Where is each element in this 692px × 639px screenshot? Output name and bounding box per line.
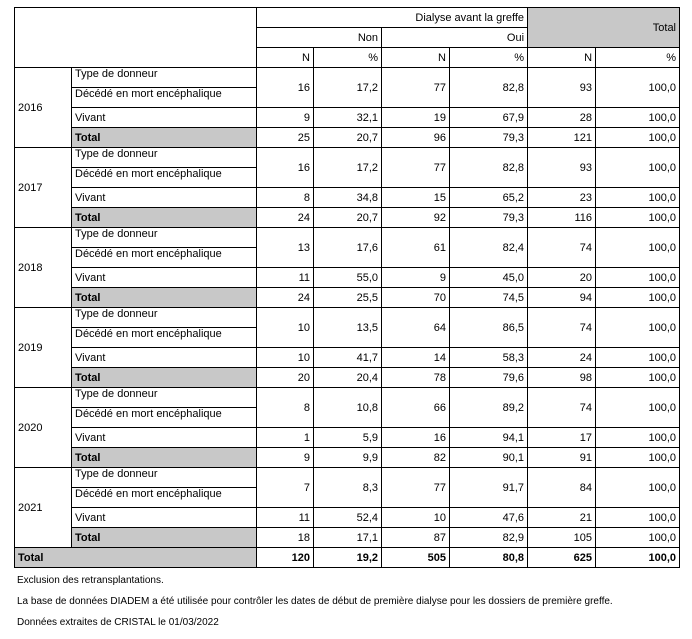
total-oui-n: 78 xyxy=(382,368,450,388)
living-non-pct: 55,0 xyxy=(314,268,382,288)
total-non-pct: 20,7 xyxy=(314,128,382,148)
total-non-n: 25 xyxy=(257,128,314,148)
deceased-tot-n: 93 xyxy=(528,148,596,188)
living-non-n: 11 xyxy=(257,508,314,528)
row-label-total: Total xyxy=(72,128,257,148)
row-label-total: Total xyxy=(72,528,257,548)
deceased-tot-pct: 100,0 xyxy=(596,468,680,508)
row-living xyxy=(15,268,680,288)
dialysis-before-graft-table xyxy=(14,7,680,568)
living-oui-pct: 47,6 xyxy=(450,508,528,528)
living-oui-pct: 65,2 xyxy=(450,188,528,208)
deceased-oui-n: 64 xyxy=(382,308,450,348)
total-oui-pct: 90,1 xyxy=(450,448,528,468)
living-tot-pct: 100,0 xyxy=(596,508,680,528)
footnote-exclusion: Exclusion des retransplantations. xyxy=(17,575,164,586)
living-tot-n: 20 xyxy=(528,268,596,288)
year-label: 2020 xyxy=(15,388,72,468)
header-pct: % xyxy=(596,48,680,68)
row-type-header xyxy=(15,468,680,488)
deceased-oui-n: 61 xyxy=(382,228,450,268)
header-pct: % xyxy=(450,48,528,68)
row-label-living: Vivant xyxy=(72,188,257,208)
living-non-n: 10 xyxy=(257,348,314,368)
total-oui-n: 87 xyxy=(382,528,450,548)
grand-total-oui-pct: 80,8 xyxy=(450,548,528,568)
row-label-total: Total xyxy=(72,448,257,468)
living-tot-pct: 100,0 xyxy=(596,108,680,128)
year-label: 2021 xyxy=(15,468,72,548)
deceased-tot-n: 74 xyxy=(528,388,596,428)
row-label-donor-type: Type de donneur xyxy=(72,388,257,408)
row-year-total xyxy=(15,288,680,308)
living-non-pct: 41,7 xyxy=(314,348,382,368)
row-type-header xyxy=(15,148,680,168)
living-oui-n: 9 xyxy=(382,268,450,288)
total-oui-pct: 79,3 xyxy=(450,208,528,228)
living-oui-n: 15 xyxy=(382,188,450,208)
row-year-total xyxy=(15,448,680,468)
row-label-donor-type: Type de donneur xyxy=(72,468,257,488)
total-oui-pct: 79,3 xyxy=(450,128,528,148)
row-label-donor-type: Type de donneur xyxy=(72,148,257,168)
grand-total-label: Total xyxy=(15,548,257,568)
total-tot-pct: 100,0 xyxy=(596,528,680,548)
total-non-pct: 9,9 xyxy=(314,448,382,468)
deceased-non-n: 10 xyxy=(257,308,314,348)
total-non-n: 24 xyxy=(257,288,314,308)
row-living xyxy=(15,508,680,528)
living-oui-n: 10 xyxy=(382,508,450,528)
deceased-non-pct: 17,6 xyxy=(314,228,382,268)
total-oui-n: 82 xyxy=(382,448,450,468)
row-label-total: Total xyxy=(72,208,257,228)
living-tot-pct: 100,0 xyxy=(596,188,680,208)
header-oui: Oui xyxy=(382,28,528,48)
total-tot-pct: 100,0 xyxy=(596,448,680,468)
total-oui-pct: 74,5 xyxy=(450,288,528,308)
deceased-non-pct: 17,2 xyxy=(314,148,382,188)
living-non-n: 9 xyxy=(257,108,314,128)
grand-total-non-pct: 19,2 xyxy=(314,548,382,568)
total-non-pct: 25,5 xyxy=(314,288,382,308)
living-oui-pct: 94,1 xyxy=(450,428,528,448)
deceased-non-n: 8 xyxy=(257,388,314,428)
total-tot-pct: 100,0 xyxy=(596,128,680,148)
grand-total-non-n: 120 xyxy=(257,548,314,568)
row-living xyxy=(15,348,680,368)
total-non-pct: 20,4 xyxy=(314,368,382,388)
row-year-total xyxy=(15,368,680,388)
total-tot-n: 116 xyxy=(528,208,596,228)
grand-total-tot-n: 625 xyxy=(528,548,596,568)
living-tot-pct: 100,0 xyxy=(596,348,680,368)
year-label: 2016 xyxy=(15,68,72,148)
row-year-total xyxy=(15,528,680,548)
row-living xyxy=(15,428,680,448)
living-tot-n: 21 xyxy=(528,508,596,528)
grand-total-oui-n: 505 xyxy=(382,548,450,568)
row-label-living: Vivant xyxy=(72,108,257,128)
row-label-total: Total xyxy=(72,368,257,388)
deceased-oui-pct: 82,8 xyxy=(450,68,528,108)
living-non-pct: 32,1 xyxy=(314,108,382,128)
footnote-diadem: La base de données DIADEM a été utilisée pour contrôler les dates de début de première dialyse pour les dossiers de première greffe. xyxy=(17,596,613,607)
total-non-pct: 17,1 xyxy=(314,528,382,548)
row-year-total xyxy=(15,208,680,228)
row-label-living: Vivant xyxy=(72,428,257,448)
row-label-deceased: Décédé en mort encéphalique xyxy=(72,488,257,508)
deceased-tot-n: 84 xyxy=(528,468,596,508)
deceased-tot-pct: 100,0 xyxy=(596,148,680,188)
row-label-living: Vivant xyxy=(72,348,257,368)
year-label: 2019 xyxy=(15,308,72,388)
living-tot-pct: 100,0 xyxy=(596,268,680,288)
row-label-living: Vivant xyxy=(72,508,257,528)
total-oui-pct: 79,6 xyxy=(450,368,528,388)
header-n: N xyxy=(257,48,314,68)
year-label: 2018 xyxy=(15,228,72,308)
total-non-n: 24 xyxy=(257,208,314,228)
total-tot-pct: 100,0 xyxy=(596,368,680,388)
living-oui-n: 14 xyxy=(382,348,450,368)
total-tot-n: 91 xyxy=(528,448,596,468)
header-non: Non xyxy=(257,28,382,48)
row-living xyxy=(15,188,680,208)
deceased-non-n: 7 xyxy=(257,468,314,508)
grand-total-tot-pct: 100,0 xyxy=(596,548,680,568)
living-tot-pct: 100,0 xyxy=(596,428,680,448)
table-body xyxy=(15,68,680,548)
deceased-non-pct: 17,2 xyxy=(314,68,382,108)
row-type-header xyxy=(15,308,680,328)
row-label-donor-type: Type de donneur xyxy=(72,68,257,88)
deceased-non-n: 16 xyxy=(257,68,314,108)
deceased-oui-pct: 89,2 xyxy=(450,388,528,428)
total-tot-n: 94 xyxy=(528,288,596,308)
total-oui-n: 96 xyxy=(382,128,450,148)
living-non-n: 11 xyxy=(257,268,314,288)
deceased-non-pct: 10,8 xyxy=(314,388,382,428)
deceased-oui-pct: 82,8 xyxy=(450,148,528,188)
living-oui-n: 16 xyxy=(382,428,450,448)
total-oui-n: 70 xyxy=(382,288,450,308)
total-non-n: 9 xyxy=(257,448,314,468)
deceased-tot-n: 74 xyxy=(528,308,596,348)
living-non-pct: 5,9 xyxy=(314,428,382,448)
living-non-pct: 34,8 xyxy=(314,188,382,208)
deceased-oui-pct: 82,4 xyxy=(450,228,528,268)
total-non-n: 18 xyxy=(257,528,314,548)
row-label-deceased: Décédé en mort encéphalique xyxy=(72,328,257,348)
deceased-tot-n: 93 xyxy=(528,68,596,108)
total-tot-n: 98 xyxy=(528,368,596,388)
row-label-deceased: Décédé en mort encéphalique xyxy=(72,168,257,188)
row-label-total: Total xyxy=(72,288,257,308)
total-tot-pct: 100,0 xyxy=(596,208,680,228)
deceased-oui-pct: 91,7 xyxy=(450,468,528,508)
total-oui-pct: 82,9 xyxy=(450,528,528,548)
grand-total-row xyxy=(15,548,680,568)
header-total: Total xyxy=(528,8,680,48)
row-label-donor-type: Type de donneur xyxy=(72,308,257,328)
deceased-non-pct: 13,5 xyxy=(314,308,382,348)
deceased-tot-pct: 100,0 xyxy=(596,308,680,348)
total-tot-pct: 100,0 xyxy=(596,288,680,308)
deceased-oui-n: 77 xyxy=(382,68,450,108)
deceased-oui-pct: 86,5 xyxy=(450,308,528,348)
deceased-oui-n: 77 xyxy=(382,148,450,188)
header-pct: % xyxy=(314,48,382,68)
living-non-pct: 52,4 xyxy=(314,508,382,528)
living-tot-n: 24 xyxy=(528,348,596,368)
deceased-non-n: 13 xyxy=(257,228,314,268)
living-oui-pct: 45,0 xyxy=(450,268,528,288)
deceased-oui-n: 66 xyxy=(382,388,450,428)
living-non-n: 8 xyxy=(257,188,314,208)
row-label-deceased: Décédé en mort encéphalique xyxy=(72,88,257,108)
living-tot-n: 28 xyxy=(528,108,596,128)
footnote-extraction: Données extraites de CRISTAL le 01/03/2022 xyxy=(17,617,219,628)
deceased-tot-n: 74 xyxy=(528,228,596,268)
living-tot-n: 17 xyxy=(528,428,596,448)
header-n: N xyxy=(528,48,596,68)
living-non-n: 1 xyxy=(257,428,314,448)
year-label: 2017 xyxy=(15,148,72,228)
total-non-n: 20 xyxy=(257,368,314,388)
row-type-header xyxy=(15,68,680,88)
total-oui-n: 92 xyxy=(382,208,450,228)
row-label-living: Vivant xyxy=(72,268,257,288)
deceased-tot-pct: 100,0 xyxy=(596,68,680,108)
row-type-header xyxy=(15,388,680,408)
living-oui-n: 19 xyxy=(382,108,450,128)
row-label-deceased: Décédé en mort encéphalique xyxy=(72,408,257,428)
living-oui-pct: 67,9 xyxy=(450,108,528,128)
living-oui-pct: 58,3 xyxy=(450,348,528,368)
living-tot-n: 23 xyxy=(528,188,596,208)
total-tot-n: 105 xyxy=(528,528,596,548)
total-tot-n: 121 xyxy=(528,128,596,148)
header-dialysis-group: Dialyse avant la greffe xyxy=(257,8,528,28)
deceased-non-pct: 8,3 xyxy=(314,468,382,508)
row-year-total xyxy=(15,128,680,148)
row-label-deceased: Décédé en mort encéphalique xyxy=(72,248,257,268)
header-n: N xyxy=(382,48,450,68)
row-label-donor-type: Type de donneur xyxy=(72,228,257,248)
total-non-pct: 20,7 xyxy=(314,208,382,228)
deceased-oui-n: 77 xyxy=(382,468,450,508)
deceased-tot-pct: 100,0 xyxy=(596,388,680,428)
header-row-group xyxy=(15,8,680,28)
row-type-header xyxy=(15,228,680,248)
header-corner xyxy=(15,8,257,68)
footnotes xyxy=(17,575,613,638)
deceased-tot-pct: 100,0 xyxy=(596,228,680,268)
row-living xyxy=(15,108,680,128)
deceased-non-n: 16 xyxy=(257,148,314,188)
